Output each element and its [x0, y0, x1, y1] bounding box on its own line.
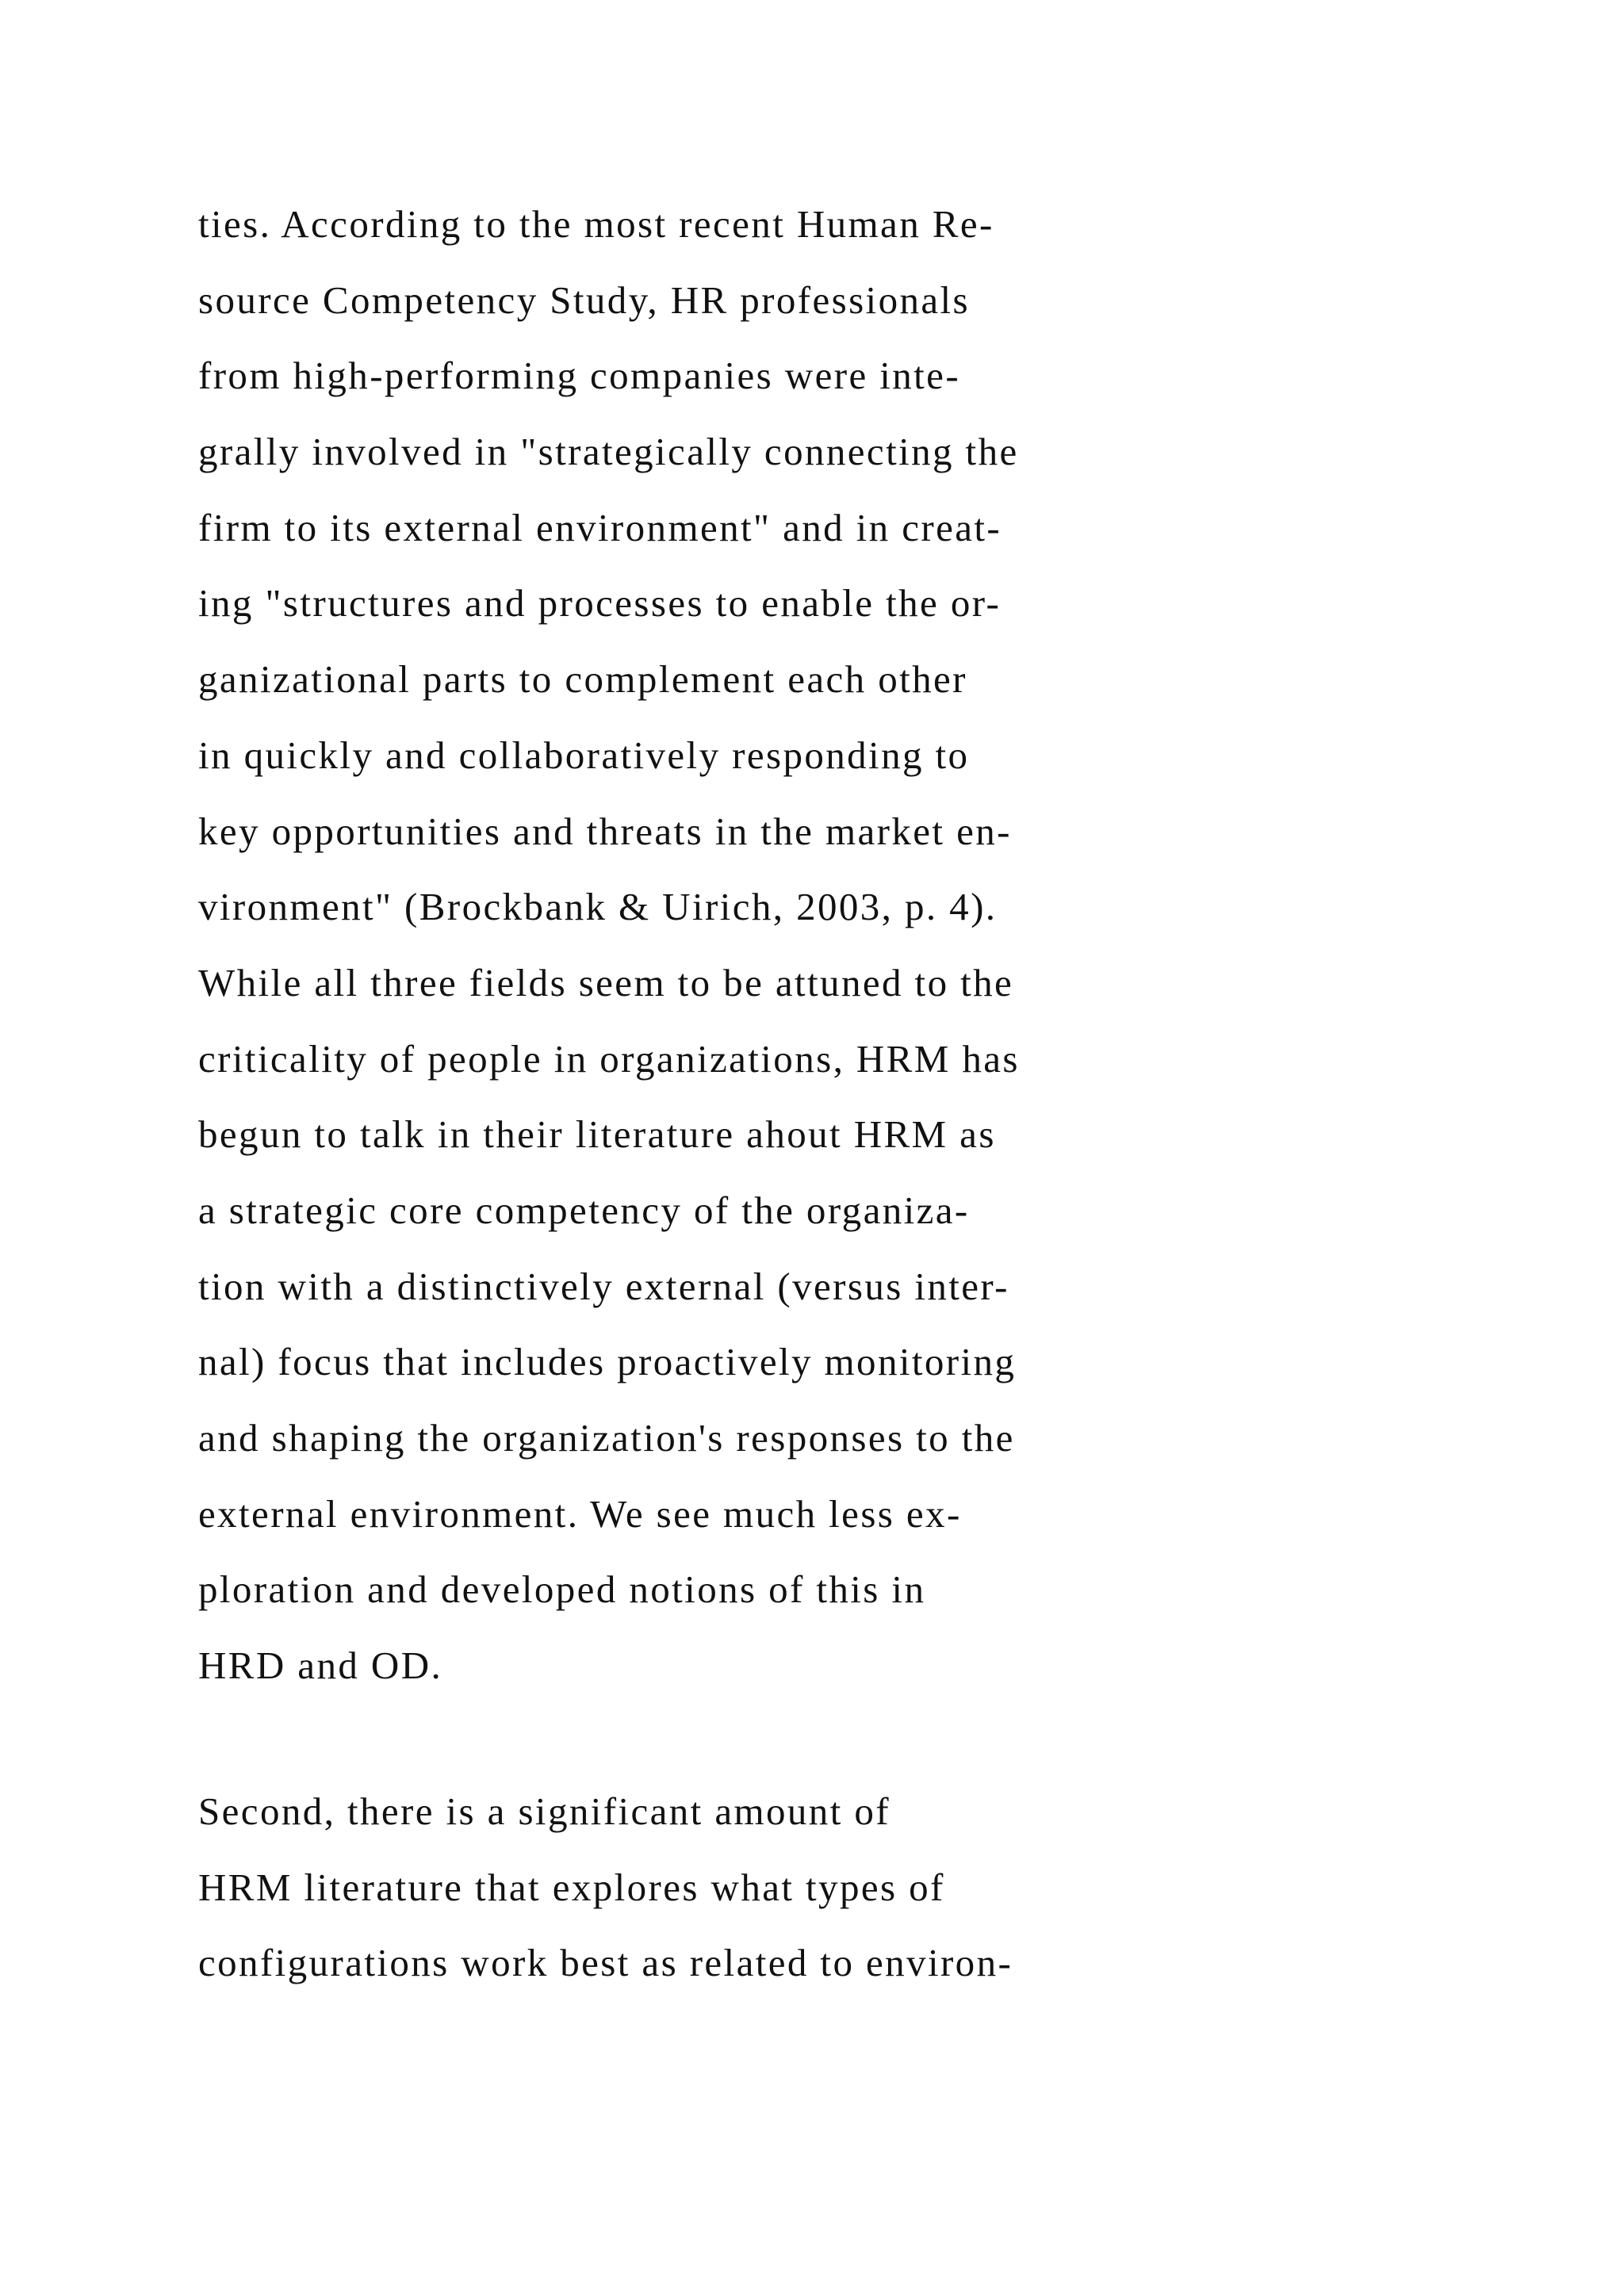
text-line: grally involved in "strategically connecting the: [198, 430, 1019, 474]
text-line: ploration and developed notions of this in: [198, 1567, 926, 1612]
text-line: tion with a distinctively external (versus inter-: [198, 1264, 1009, 1308]
text-line: begun to talk in their literature ahout HRM as: [198, 1112, 996, 1157]
text-line: criticality of people in organizations, HRM has: [198, 1036, 1020, 1081]
text-line: a strategic core competency of the organiza-: [198, 1188, 970, 1232]
text-line: ganizational parts to complement each other: [198, 657, 967, 702]
text-line: HRM literature that explores what types of: [198, 1865, 945, 1909]
text-line: external environment. We see much less ex-: [198, 1491, 962, 1536]
text-line: ties. According to the most recent Human Re-: [198, 202, 994, 246]
text-line: configurations work best as related to environ-: [198, 1941, 1013, 1985]
text-line: vironment" (Brockbank & Uirich, 2003, p. 4).: [198, 885, 998, 929]
text-line: and shaping the organization's responses to the: [198, 1416, 1015, 1460]
paragraph-2: [198, 1774, 1388, 2001]
text-line: source Competency Study, HR professionals: [198, 277, 971, 322]
text-line: ing "structures and processes to enable the or-: [198, 581, 1002, 626]
text-line: firm to its external environment" and in creat-: [198, 505, 1002, 549]
text-line: from high-performing companies were inte-: [198, 354, 961, 398]
text-line: HRD and OD.: [198, 1644, 443, 1688]
paragraph-1: [198, 186, 1388, 1704]
text-line: nal) focus that includes proactively monitoring: [198, 1340, 1017, 1384]
text-line: key opportunities and threats in the market en-: [198, 809, 1012, 853]
text-line: While all three fields seem to be attuned to the: [198, 960, 1014, 1004]
text-line: Second, there is a significant amount of: [198, 1789, 891, 1833]
text-line: in quickly and collaboratively responding to: [198, 733, 970, 777]
